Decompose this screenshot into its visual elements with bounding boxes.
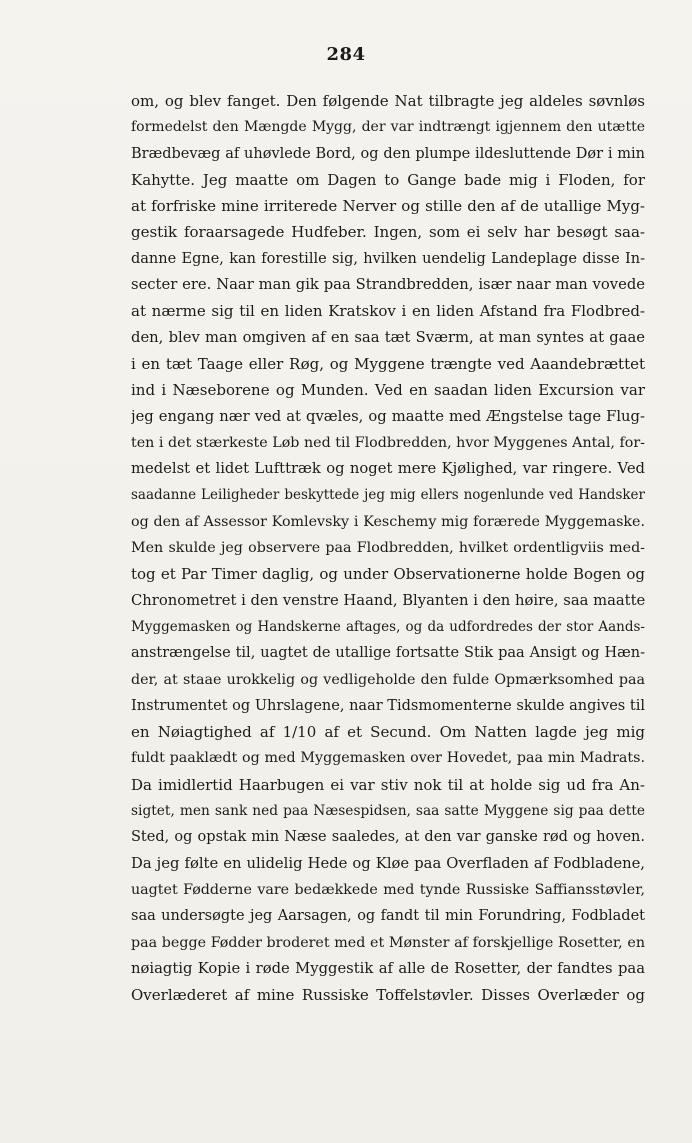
text-line: medelst et lidet Lufttræk og noget mere Kjølighed, var ringere. Ved	[131, 460, 645, 478]
text-line: en Nøiagtighed af 1/10 af et Secund. Om Natten lagde jeg mig	[131, 723, 645, 742]
text-line: Da imidlertid Haarbugen ei var stiv nok til at holde sig ud fra An-	[131, 775, 645, 794]
text-line: Brædbevæg af uhøvlede Bord, og den plumpe ildesluttende Dør i min	[131, 145, 645, 162]
text-line: paa begge Fødder broderet med et Mønster af forskjellige Rosetter, en	[131, 934, 645, 951]
text-line: Overlæderet af mine Russiske Toffelstøvler. Disses Overlæder og	[131, 986, 645, 1005]
text-line: Sted, og opstak min Næse saaledes, at den var ganske rød og hoven.	[131, 829, 645, 846]
text-line: uagtet Fødderne vare bedækkede med tynde Russiske Saffiansstøvler,	[131, 881, 645, 898]
text-line: secter ere. Naar man gik paa Strandbredden, især naar man vovede	[131, 276, 645, 294]
text-line: Men skulde jeg observere paa Flodbredden, hvilket ordentligviis med-	[131, 540, 645, 557]
text-line: jeg engang nær ved at qvæles, og maatte med Ængstelse tage Flug-	[131, 407, 645, 425]
text-line: Instrumentet og Uhrslagene, naar Tidsmomenterne skulde angives til	[131, 697, 645, 714]
text-line: at nærme sig til en liden Kratskov i en liden Afstand fra Flodbred-	[131, 302, 645, 321]
text-line: den, blev man omgiven af en saa tæt Sværm, at man syntes at gaae	[131, 328, 645, 346]
text-line: ind i Næseborene og Munden. Ved en saadan liden Excursion var	[131, 381, 645, 400]
text-line: sigtet, men sank ned paa Næsespidsen, saa satte Myggene sig paa dette	[131, 803, 645, 820]
text-line: formedelst den Mængde Mygg, der var indtrængt igjennem den utætte	[131, 119, 645, 136]
text-line: Da jeg følte en ulidelig Hede og Kløe paa Overfladen af Fodbladene,	[131, 854, 645, 872]
text-line: saadanne Leiligheder beskyttede jeg mig ellers nogenlunde ved Handsker	[131, 487, 645, 504]
text-line: tog et Par Timer daglig, og under Observationerne holde Bogen og	[131, 565, 645, 584]
text-line: Myggemasken og Handskerne aftages, og da udfordredes der stor Aands-	[131, 618, 645, 635]
text-line: ten i det stærkeste Løb ned til Flodbredden, hvor Myggenes Antal, for-	[131, 434, 645, 451]
text-line: i en tæt Taage eller Røg, og Myggene trængte ved Aaandebrættet	[131, 354, 645, 373]
text-line: saa undersøgte jeg Aarsagen, og fandt til min Forundring, Fodbladet	[131, 908, 645, 925]
text-line: at forfriske mine irriterede Nerver og stille den af de utallige Myg-	[131, 197, 645, 216]
text-line: og den af Assessor Komlevsky i Keschemy mig forærede Myggemaske.	[131, 513, 645, 530]
page-number: 284	[326, 44, 366, 65]
text-line: danne Egne, kan forestille sig, hvilken uendelig Landeplage disse In-	[131, 250, 645, 267]
text-line: Chronometret i den venstre Haand, Blyanten i den høire, saa maatte	[131, 591, 645, 609]
text-line: Kahytte. Jeg maatte om Dagen to Gange bade mig i Floden, for	[131, 170, 645, 189]
text-line: anstrængelse til, uagtet de utallige fortsatte Stik paa Ansigt og Hæn-	[131, 645, 645, 662]
text-line: fuldt paaklædt og med Myggemasken over Hovedet, paa min Madrats.	[131, 750, 645, 767]
text-line: gestik foraarsagede Hudfeber. Ingen, som ei selv har besøgt saa-	[131, 223, 645, 242]
body-text	[131, 88, 645, 1008]
text-line: nøiagtig Kopie i røde Myggestik af alle de Rosetter, der fandtes paa	[131, 959, 645, 977]
text-line: om, og blev fanget. Den følgende Nat tilbragte jeg aldeles søvnløs	[131, 92, 645, 110]
text-line: der, at staae urokkelig og vedligeholde den fulde Opmærksomhed paa	[131, 671, 645, 688]
